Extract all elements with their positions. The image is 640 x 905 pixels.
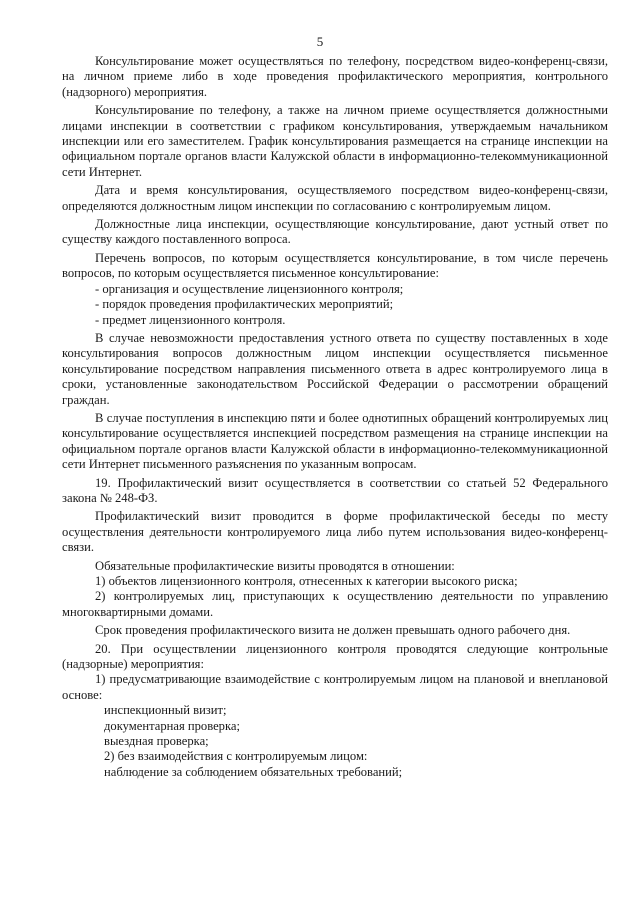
- list-item-control-event: выездная проверка;: [104, 734, 209, 749]
- paragraph-visit-form: Профилактический визит проводится в форме профилактической беседы по месту осуществления деятельности контролируемого лица либо путем использования видео-конференц-связи.: [62, 509, 608, 555]
- list-item-control-event: инспекционный визит;: [104, 703, 227, 718]
- list-item-mandatory-visit: 1) объектов лицензионного контроля, отнесенных к категории высокого риска;: [95, 574, 518, 588]
- document-body: [62, 54, 608, 780]
- subheading-with-interaction: 1) предусматривающие взаимодействие с контролируемым лицом на плановой и внеплановой основе:: [62, 672, 608, 702]
- paragraph-section-19: 19. Профилактический визит осуществляется в соответствии со статьей 52 Федерального закона № 248-ФЗ.: [62, 475, 608, 505]
- paragraph-video-consult: Дата и время консультирования, осуществляемого посредством видео-конференц-связи, определяются должностным лицом инспекции по согласованию с контролируемым лицом.: [62, 183, 608, 213]
- list-item-control-event: документарная проверка;: [104, 718, 240, 733]
- list-item-consult-topic: - предмет лицензионного контроля.: [95, 312, 286, 327]
- paragraph-bulk-requests: В случае поступления в инспекцию пяти и более однотипных обращений контролируемых лиц консультирование осуществляется инспекцией посредством размещения на странице инспекции на официальном портале органов власти Калужской области в информационно-телекоммуникационной сети Интернет письменного разъяснения по указанным вопросам.: [62, 410, 608, 472]
- paragraph-mandatory-visits-intro: Обязательные профилактические визиты проводятся в отношении:: [95, 558, 455, 573]
- paragraph-consult-schedule: Консультирование по телефону, а также на личном приеме осуществляется должностными лицами инспекции в соответствии с графиком консультирования, утверждаемым начальником инспекции или его заместителем. График консультирования размещается на странице инспекции на официальном портале органов власти Калужской области в информационно-телекоммуникационной сети Интернет.: [62, 103, 608, 179]
- paragraph-visit-duration: Срок проведения профилактического визита не должен превышать одного рабочего дня.: [95, 623, 571, 638]
- paragraph-section-20: 20. При осуществлении лицензионного контроля проводятся следующие контрольные (надзорные) мероприятия:: [62, 641, 608, 672]
- paragraph-consult-methods: Консультирование может осуществляться по телефону, посредством видео-конференц-связи, на личном приеме либо в ходе проведения профилактического мероприятия, контрольного (надзорного) мероприятия.: [62, 54, 608, 99]
- paragraph-questions-list-intro: Перечень вопросов, по которым осуществляется консультирование, в том числе перечень вопросов, по которым осуществляется письменное консультирование:: [62, 250, 608, 281]
- page-number: 5: [316, 34, 324, 49]
- list-item-consult-topic: - организация и осуществление лицензионного контроля;: [95, 281, 404, 296]
- list-item-consult-topic: - порядок проведения профилактических мероприятий;: [95, 297, 394, 312]
- list-item-control-event: наблюдение за соблюдением обязательных требований;: [104, 764, 403, 779]
- list-item-mandatory-visit: 2) контролируемых лиц, приступающих к осуществлению деятельности по управлению многоквартирными домами.: [62, 589, 608, 619]
- subheading-without-interaction: 2) без взаимодействия с контролируемым лицом:: [104, 749, 368, 764]
- paragraph-written-consult: В случае невозможности предоставления устного ответа по существу поставленных в ходе консультирования вопросов должностным лицом инспекции осуществляется письменное консультирование посредством направления письменного ответа в адрес контролируемого лица в сроки, установленные законодательством Российской Федерации о рассмотрении обращений граждан.: [62, 330, 608, 407]
- paragraph-oral-answer: Должностные лица инспекции, осуществляющие консультирование, дают устный ответ по существу каждого поставленного вопроса.: [62, 217, 608, 247]
